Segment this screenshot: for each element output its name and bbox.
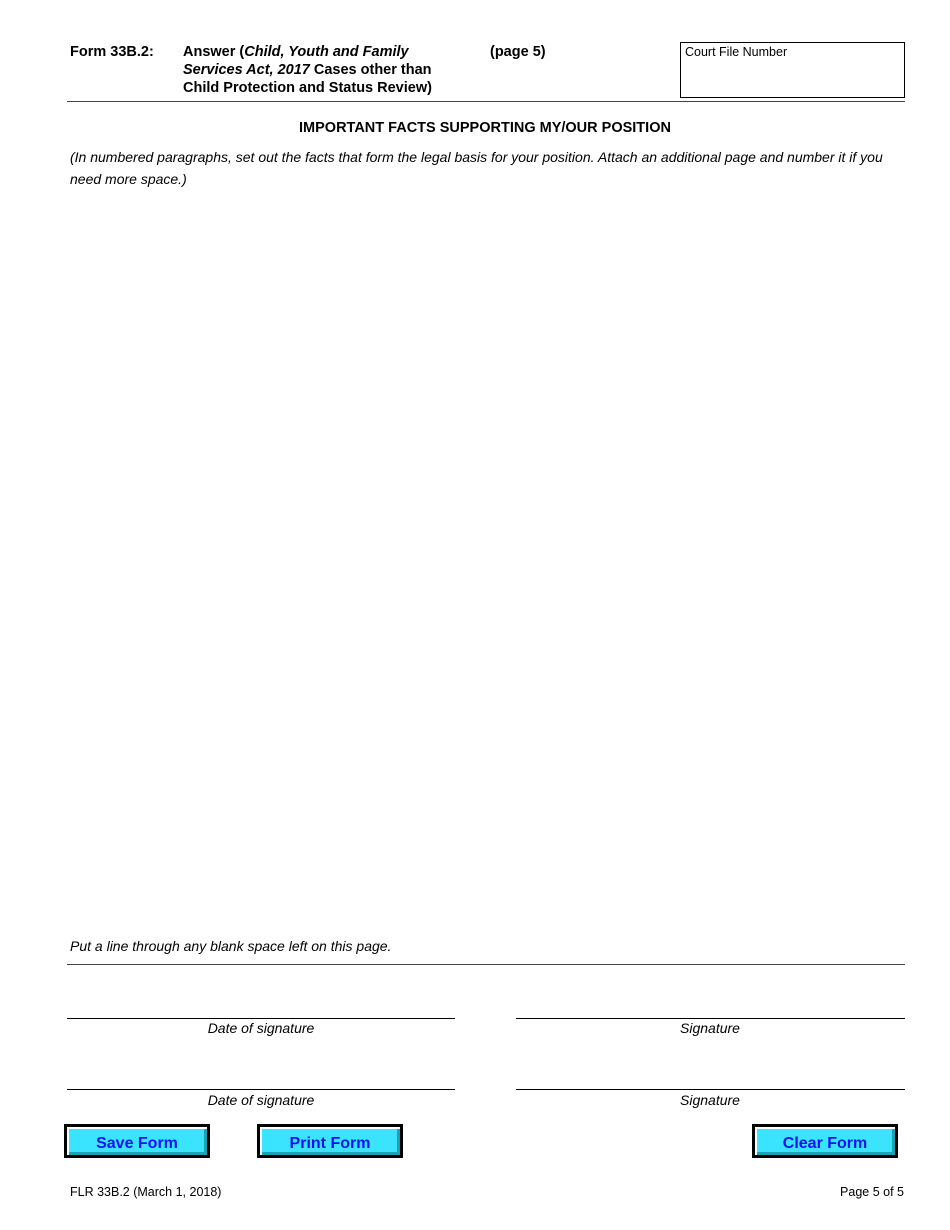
- page-label: (page 5): [490, 44, 546, 60]
- footer-page-number: Page 5 of 5: [840, 1185, 904, 1199]
- print-form-button[interactable]: Print Form: [257, 1124, 403, 1158]
- facts-text-area[interactable]: [67, 195, 905, 930]
- footer-form-id: FLR 33B.2 (March 1, 2018): [70, 1185, 222, 1199]
- form-title: Answer (Child, Youth and Family Services Act, 2017 Cases other than Child Protection and Status Review): [183, 44, 432, 96]
- form-number: Form 33B.2:: [70, 44, 154, 60]
- date-signature-label-1: Date of signature: [207, 1020, 315, 1036]
- date-signature-line-2[interactable]: [67, 1089, 455, 1090]
- divider: [67, 964, 905, 965]
- instructions: (In numbered paragraphs, set out the facts that form the legal basis for your position. Attach an additional page and number it if you need more space.): [70, 149, 883, 187]
- blank-space-note: Put a line through any blank space left on this page.: [70, 938, 392, 954]
- court-file-number-field[interactable]: [680, 42, 905, 98]
- signature-label-2: Signature: [680, 1092, 740, 1108]
- clear-form-button[interactable]: Clear Form: [752, 1124, 898, 1158]
- header-divider: [67, 101, 905, 102]
- court-file-number-label: Court File Number: [685, 45, 788, 59]
- signature-line-1[interactable]: [516, 1018, 905, 1019]
- date-signature-line-1[interactable]: [67, 1018, 455, 1019]
- signature-label-1: Signature: [680, 1020, 740, 1036]
- save-form-button[interactable]: Save Form: [64, 1124, 210, 1158]
- signature-line-2[interactable]: [516, 1089, 905, 1090]
- section-heading: IMPORTANT FACTS SUPPORTING MY/OUR POSITION: [299, 120, 671, 136]
- date-signature-label-2: Date of signature: [207, 1092, 315, 1108]
